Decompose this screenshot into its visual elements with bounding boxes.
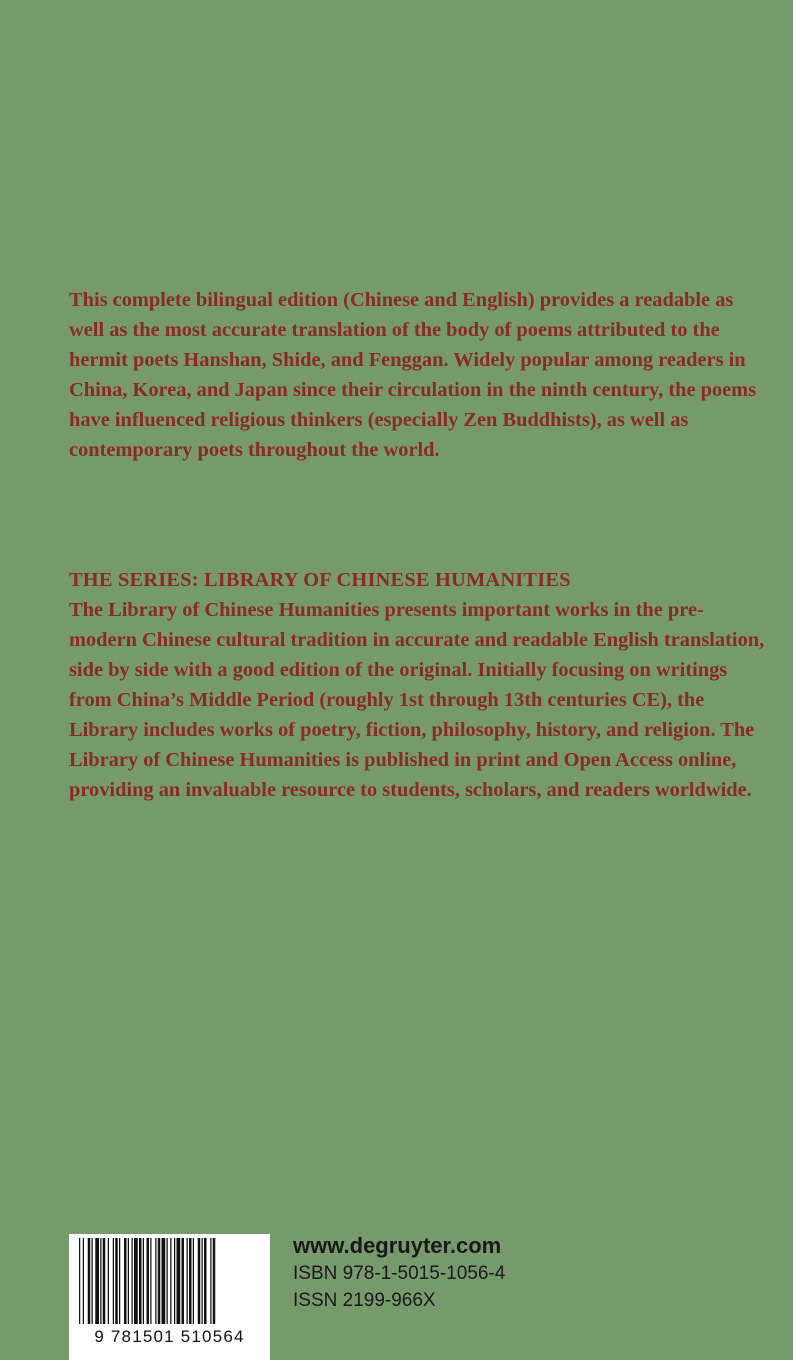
- issn-number: ISSN 2199-966X: [293, 1290, 436, 1311]
- publisher-url[interactable]: www.degruyter.com: [293, 1233, 502, 1258]
- series-section: [69, 565, 769, 805]
- series-description: The Library of Chinese Humanities presents important works in the pre-modern Chinese cultural tradition in accurate and readable English translation, side by side with a good edition of the original. Initially focusing on writings from China’s Middle Period (roughly 1st through 13th centuries CE), the Library includes works of poetry, fiction, philosophy, history, and religion. The Library of Chinese Humanities is published in print and Open Access online, providing an invaluable resource to students, scholars, and readers worldwide.: [69, 599, 765, 801]
- isbn-barcode: [69, 1234, 270, 1360]
- book-description: This complete bilingual edition (Chinese and English) provides a readable as well as the most accurate translation of the body of poems attributed to the hermit poets Hanshan, Shide, and Fenggan. Widely popular among readers in China, Korea, and Japan since their circulation in the ninth century, the poems have influenced religious thinkers (especially Zen Buddhists), as well as contemporary poets throughout the world.: [69, 289, 757, 461]
- barcode-digits: 9 781501 510564: [94, 1327, 245, 1346]
- publisher-info: [293, 1232, 505, 1314]
- series-heading: THE SERIES: LIBRARY OF CHINESE HUMANITIES: [69, 569, 571, 591]
- isbn-number: ISBN 978-1-5015-1056-4: [293, 1263, 506, 1284]
